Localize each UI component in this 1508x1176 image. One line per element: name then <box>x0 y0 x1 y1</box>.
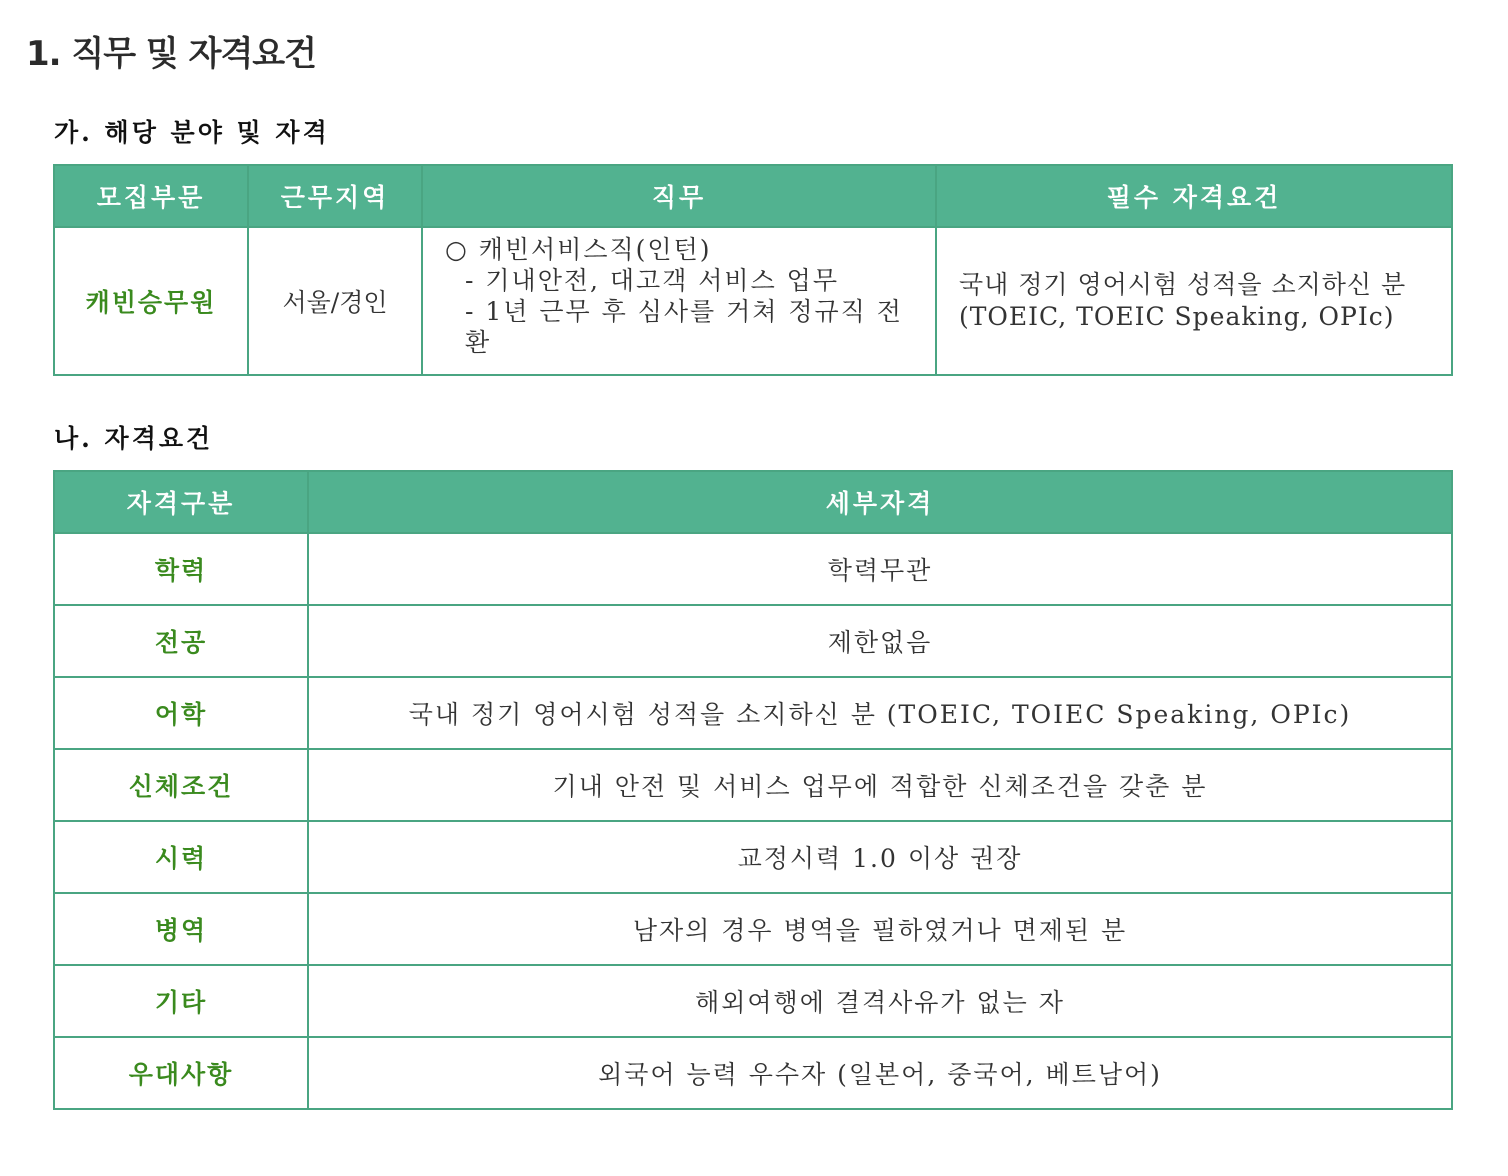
row-label-language: 어학 <box>54 677 308 749</box>
header-work-location: 근무지역 <box>248 165 422 227</box>
row-label-eyesight: 시력 <box>54 821 308 893</box>
duty-line-3: - 1년 근무 후 심사를 거쳐 정규직 전환 <box>465 297 903 357</box>
table-row <box>54 533 1452 605</box>
row-label-major: 전공 <box>54 605 308 677</box>
requirement-line-1: 국내 정기 영어시험 성적을 소지하신 분 <box>959 270 1407 299</box>
row-detail-preference: 외국어 능력 우수자 (일본어, 중국어, 베트남어) <box>308 1037 1452 1109</box>
section-b-title: 나. 자격요건 <box>54 424 214 453</box>
row-label-physical: 신체조건 <box>54 749 308 821</box>
row-detail-other: 해외여행에 결격사유가 없는 자 <box>308 965 1452 1037</box>
recruitment-category: 캐빈승무원 <box>54 227 248 375</box>
duty-line-2: - 기내안전, 대고객 서비스 업무 <box>465 266 839 295</box>
table-header-row <box>54 471 1452 533</box>
table-row <box>54 893 1452 965</box>
header-duty: 직무 <box>422 165 936 227</box>
required-qualification <box>936 227 1452 375</box>
row-detail-education: 학력무관 <box>308 533 1452 605</box>
header-recruitment-field: 모집부문 <box>54 165 248 227</box>
table-row <box>54 1037 1452 1109</box>
header-qualification-detail: 세부자격 <box>308 471 1452 533</box>
row-detail-language: 국내 정기 영어시험 성적을 소지하신 분 (TOEIC, TOIEC Speaking, OPIc) <box>308 677 1452 749</box>
section-a-title: 가. 해당 분야 및 자격 <box>54 118 330 147</box>
row-label-other: 기타 <box>54 965 308 1037</box>
table-header-row <box>54 165 1452 227</box>
row-label-preference: 우대사항 <box>54 1037 308 1109</box>
row-detail-military: 남자의 경우 병역을 필하였거나 면제된 분 <box>308 893 1452 965</box>
table-row <box>54 965 1452 1037</box>
work-location: 서울/경인 <box>248 227 422 375</box>
table-row <box>54 605 1452 677</box>
duty-line-1: ○ 캐빈서비스직(인턴) <box>445 235 712 264</box>
table-row <box>54 821 1452 893</box>
page-title: 1. 직무 및 자격요건 <box>26 34 316 74</box>
table-row <box>54 677 1452 749</box>
duty-description <box>422 227 936 375</box>
table-row <box>54 227 1452 375</box>
row-label-military: 병역 <box>54 893 308 965</box>
row-detail-physical: 기내 안전 및 서비스 업무에 적합한 신체조건을 갖춘 분 <box>308 749 1452 821</box>
job-field-table <box>53 164 1453 376</box>
qualification-table <box>53 470 1453 1110</box>
row-detail-major: 제한없음 <box>308 605 1452 677</box>
header-qualification-type: 자격구분 <box>54 471 308 533</box>
header-required-qualification: 필수 자격요건 <box>936 165 1452 227</box>
table-row <box>54 749 1452 821</box>
row-label-education: 학력 <box>54 533 308 605</box>
row-detail-eyesight: 교정시력 1.0 이상 권장 <box>308 821 1452 893</box>
requirement-line-2: (TOEIC, TOEIC Speaking, OPIc) <box>959 302 1395 331</box>
